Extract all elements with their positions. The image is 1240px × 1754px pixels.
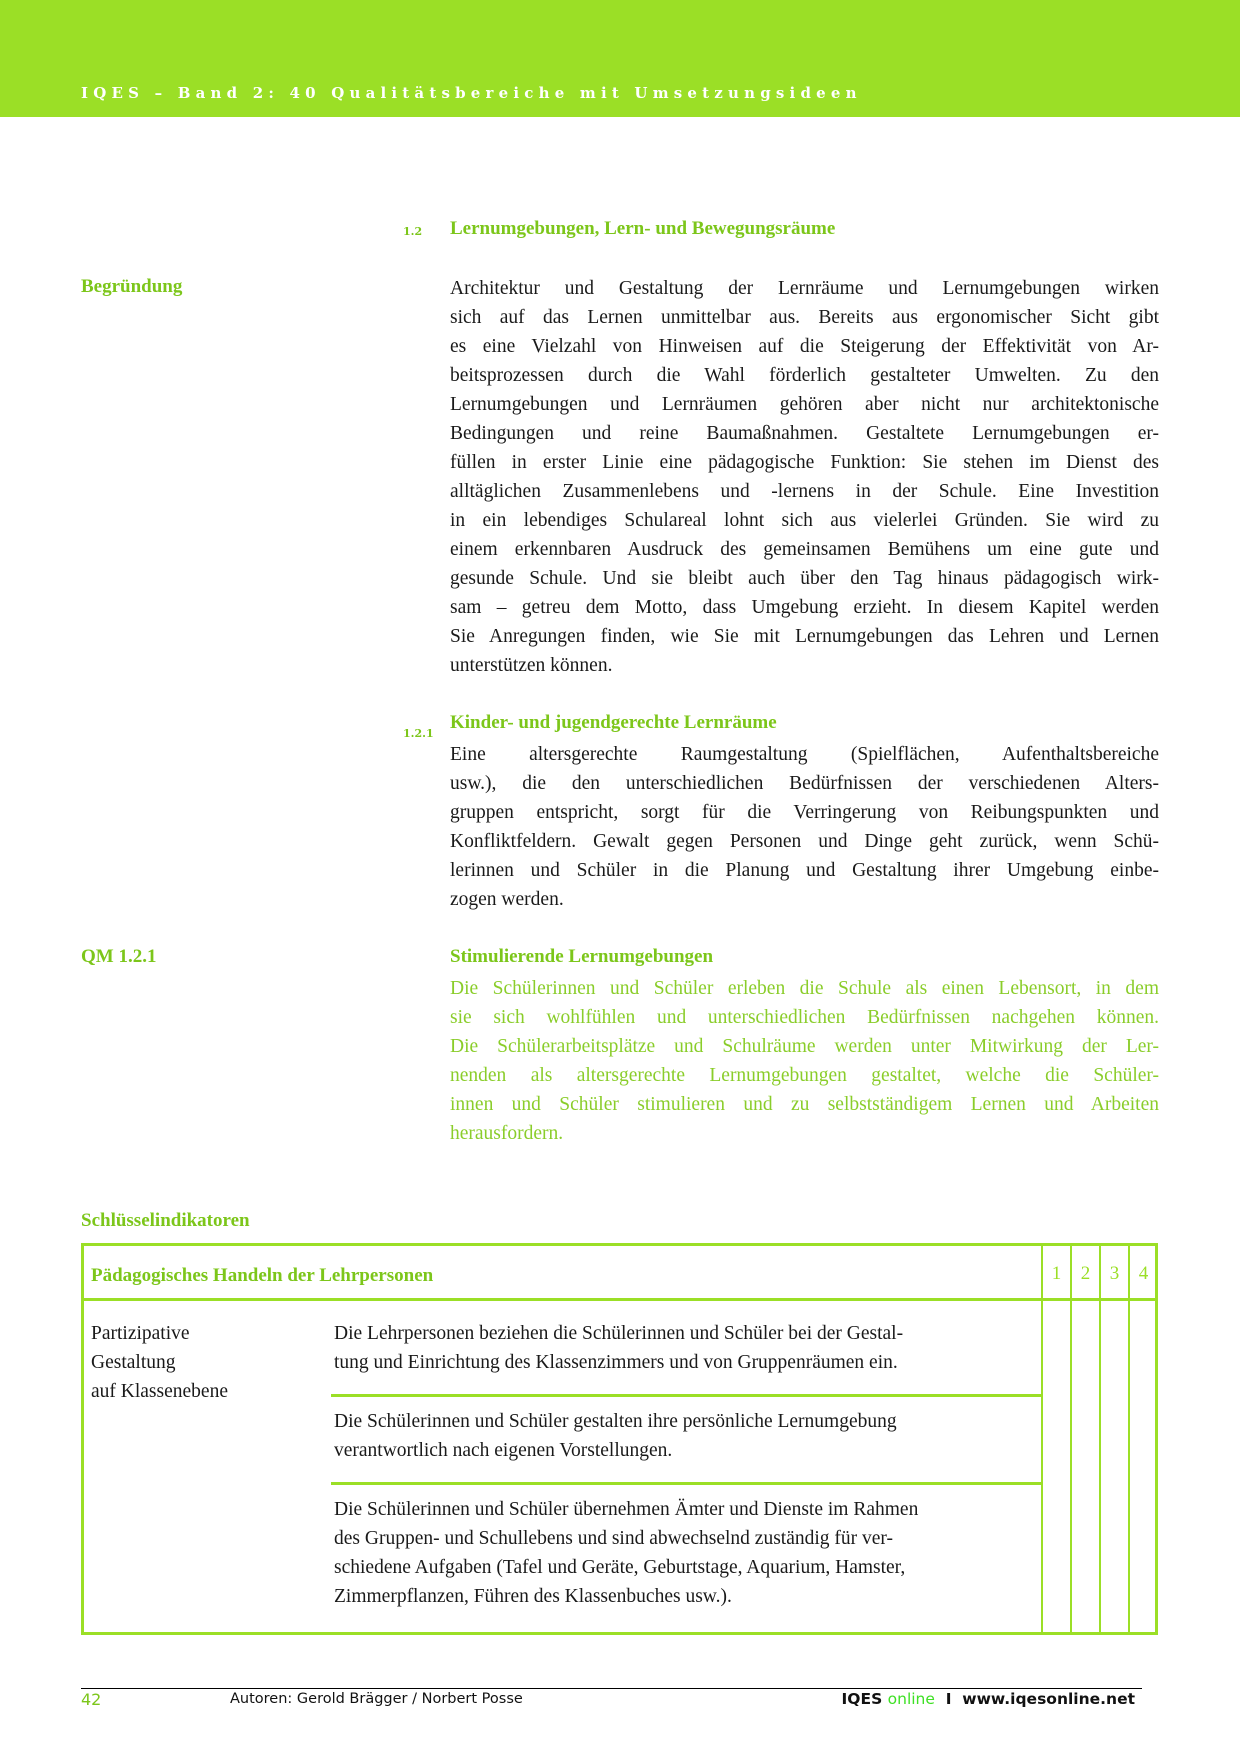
row-divider [331,1394,1041,1397]
footer-brand [842,1690,1135,1708]
text-line: Sie Anregungen finden, wie Sie mit Lernumgebungen das Lehren und Lernen [450,626,1159,647]
rating-column-1[interactable] [1041,1246,1070,1632]
text-line: usw.), die den unterschiedlichen Bedürfnissen der verschiedenen Alters- [450,773,1159,794]
text-line: füllen in erster Linie eine pädagogische Funktion: Sie stehen im Dienst des [450,452,1159,473]
section-number: 1.2 [403,225,423,238]
section-title: Lernumgebungen, Lern- und Bewegungsräume [450,218,836,239]
footer-url[interactable]: www.iqesonline.net [962,1690,1135,1708]
text-line: es eine Vielzahl von Hinweisen auf die Steigerung der Effektivität von Ar- [450,336,1159,357]
rating-label: 3 [1109,1263,1120,1284]
text-line: beitsprozessen durch die Wahl förderlich gestalteter Umwelten. Zu den [450,365,1159,386]
subsection-number: 1.2.1 [403,727,434,740]
indicator-line: schiedene Aufgaben (Tafel und Geräte, Geburtstage, Aquarium, Hamster, [334,1557,906,1578]
text-line: herausfordern. [450,1123,564,1144]
indicator-row [334,1319,1044,1377]
indicator-line: Die Schülerinnen und Schüler übernehmen Ämter und Dienste im Rahmen [334,1499,919,1520]
rating-column-4[interactable] [1128,1246,1157,1632]
qm-title: Stimulierende Lernumgebungen [450,946,714,967]
text-line: Eine altersgerechte Raumgestaltung (Spielflächen, Aufenthaltsbereiche [450,744,1159,765]
indicators-heading: Schlüsselindikatoren [81,1210,250,1231]
text-line: unterstützen können. [450,655,613,676]
text-line: gesunde Schule. Und sie bleibt auch über den Tag hinaus pädagogisch wirk- [450,568,1159,589]
indicator-row [334,1407,1044,1465]
text-line: einem erkennbaren Ausdruck des gemeinsamen Bemühens um eine gute und [450,539,1159,560]
table-title: Pädagogisches Handeln der Lehrpersonen [91,1265,434,1286]
brand-iqes: IQES [841,1690,883,1708]
indicators-table [81,1243,1158,1635]
indicator-row [334,1495,1044,1611]
indicator-line: Die Schülerinnen und Schüler gestalten ihre persönliche Lernumgebung [334,1411,897,1432]
indicator-line: Zimmerpflanzen, Führen des Klassenbuches usw.). [334,1586,732,1607]
text-line: Konfliktfeldern. Gewalt gegen Personen und Dinge geht zurück, wenn Schü- [450,831,1159,852]
rating-column-2[interactable] [1070,1246,1099,1632]
qm-label: QM 1.2.1 [81,946,157,967]
text-line: zogen werden. [450,889,564,910]
text-line: Lernumgebungen und Lernräumen gehören aber nicht nur architektonische [450,394,1159,415]
indicator-line: tung und Einrichtung des Klassenzimmers und von Gruppenräumen ein. [334,1352,898,1373]
group-label-line: Partizipative [91,1323,190,1344]
text-line: alltäglichen Zusammenlebens und -lernens in der Schule. Eine Investition [450,481,1159,502]
text-line: sam – getreu dem Motto, dass Umgebung erzieht. In diesem Kapitel werden [450,597,1159,618]
text-line: in ein lebendiges Schulareal lohnt sich aus vielerlei Gründen. Sie wird zu [450,510,1159,531]
subsection-text [450,740,1159,914]
begruendung-label: Begründung [81,276,183,297]
group-label-line: auf Klassenebene [91,1381,228,1402]
rating-label: 2 [1080,1263,1091,1284]
indicator-line: Die Lehrpersonen beziehen die Schülerinnen und Schüler bei der Gestal- [334,1323,904,1344]
text-line: sich auf das Lernen unmittelbar aus. Bereits aus ergonomischer Sicht gibt [450,307,1159,328]
page-number: 42 [81,1690,102,1709]
rating-label: 4 [1138,1263,1149,1284]
row-divider [331,1482,1041,1485]
brand-online: online [887,1690,935,1708]
qm-text [450,974,1159,1148]
text-line: Architektur und Gestaltung der Lernräume und Lernumgebungen wirken [450,278,1159,299]
rating-column-3[interactable] [1099,1246,1128,1632]
brand-separator: I [945,1690,952,1708]
table-header [84,1246,1155,1301]
subsection-title: Kinder- und jugendgerechte Lernräume [450,712,777,733]
rating-label: 1 [1051,1263,1062,1284]
begruendung-text [450,274,1159,680]
footer-authors: Autoren: Gerold Brägger / Norbert Posse [230,1691,523,1707]
group-label [91,1319,311,1406]
text-line: sie sich wohlfühlen und unterschiedlichen Bedürfnissen nachgehen können. [450,1007,1159,1028]
group-label-line: Gestaltung [91,1352,176,1373]
text-line: lerinnen und Schüler in die Planung und Gestaltung ihrer Umgebung einbe- [450,860,1159,881]
indicator-line: verantwortlich nach eigenen Vorstellungen. [334,1440,673,1461]
indicator-line: des Gruppen- und Schullebens und sind abwechselnd zuständig für ver- [334,1528,894,1549]
text-line: innen und Schüler stimulieren und zu selbstständigem Lernen und Arbeiten [450,1094,1159,1115]
book-title: IQES – Band 2: 40 Qualitätsbereiche mit Umsetzungsideen [81,84,862,102]
text-line: nenden als altersgerechte Lernumgebungen gestaltet, welche die Schüler- [450,1065,1159,1086]
header-bar [0,0,1240,117]
footer-divider [81,1688,1142,1689]
text-line: gruppen entspricht, sorgt für die Verringerung von Reibungspunkten und [450,802,1159,823]
text-line: Bedingungen und reine Baumaßnahmen. Gestaltete Lernumgebungen er- [450,423,1159,444]
text-line: Die Schülerinnen und Schüler erleben die Schule als einen Lebensort, in dem [450,978,1159,999]
text-line: Die Schülerarbeitsplätze und Schulräume werden unter Mitwirkung der Ler- [450,1036,1159,1057]
